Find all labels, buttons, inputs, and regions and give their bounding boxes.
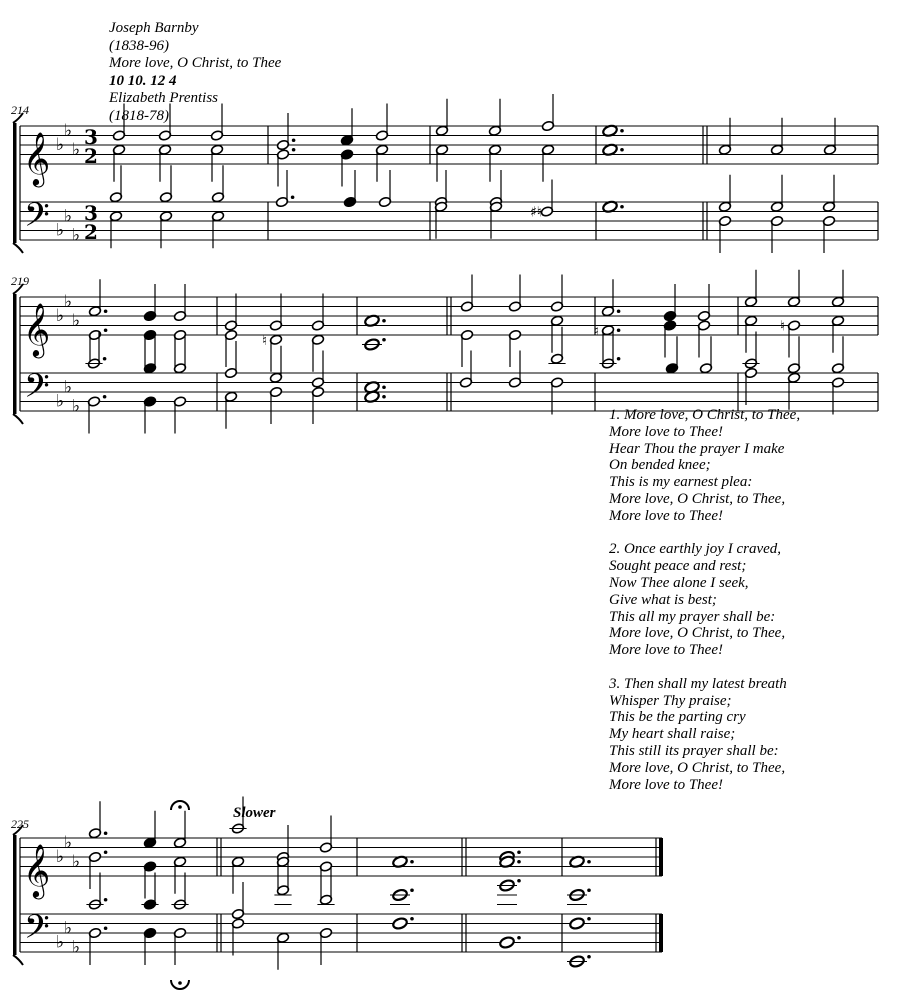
flat-icon: ♭ <box>64 832 73 853</box>
augmentation-dot <box>410 860 414 864</box>
verse-line: More love to Thee! <box>609 423 723 440</box>
verse-line: This all my prayer shall be: <box>609 608 776 625</box>
verse-line: This is my earnest plea: <box>609 474 753 491</box>
augmentation-dot <box>620 205 624 209</box>
composer-dates: (1838-96) <box>109 37 169 54</box>
author-dates: (1818-78) <box>109 107 169 124</box>
flat-icon: ♭ <box>56 391 65 412</box>
bracket-hook <box>13 284 23 294</box>
augmentation-dot <box>620 148 624 152</box>
bracket-hook <box>13 825 23 835</box>
measure-number: 225 <box>11 817 29 831</box>
author: Elizabeth Prentiss <box>109 90 219 106</box>
meter: 10 10. 12 4 <box>109 72 177 89</box>
treble-clef-icon: 𝄞 <box>23 843 51 897</box>
augmentation-dot <box>517 850 521 854</box>
augmentation-dot <box>517 879 521 883</box>
natural-icon: ♮ <box>780 318 786 335</box>
composer: Joseph Barnby <box>109 20 199 36</box>
measure-number: 219 <box>11 274 29 288</box>
augmentation-dot <box>104 831 108 835</box>
augmentation-dot <box>292 138 296 142</box>
augmentation-dot <box>410 888 414 892</box>
flat-icon: ♭ <box>56 847 65 867</box>
accidental-icon: ♯♮ <box>530 204 542 221</box>
augmentation-dot <box>587 888 591 892</box>
tune-title: More love, O Christ, to Thee <box>109 55 282 71</box>
verse-line: 2. Once earthly joy I craved, <box>609 541 782 558</box>
augmentation-dot <box>587 860 591 864</box>
verses <box>609 407 800 810</box>
verse-line: On bended knee; <box>609 457 711 474</box>
flat-icon: ♭ <box>72 139 81 160</box>
augmentation-dot <box>291 195 295 199</box>
verse-line: Give what is best; <box>609 591 717 608</box>
bass-clef-icon: 𝄢 <box>24 908 50 955</box>
system-bracket <box>13 294 17 414</box>
verse-line: Hear Thou the prayer I make <box>609 440 785 457</box>
augmentation-dot <box>410 917 414 921</box>
final-barline <box>659 914 663 952</box>
verse-line: 1. More love, O Christ, to Thee, <box>609 407 801 423</box>
flat-icon: ♭ <box>56 306 65 326</box>
time-signature: 2 <box>84 144 98 168</box>
augmentation-dot <box>103 395 107 399</box>
flat-icon: ♭ <box>64 206 73 227</box>
verse-line: More love to Thee! <box>609 642 723 659</box>
augmentation-dot <box>104 328 108 332</box>
verse-line: More love to Thee! <box>609 507 723 524</box>
verse-line: This still its prayer shall be: <box>609 742 779 759</box>
fermata-dot <box>178 981 182 985</box>
augmentation-dot <box>382 338 386 342</box>
augmentation-dot <box>617 309 621 313</box>
note-head <box>499 936 515 949</box>
augmentation-dot <box>517 860 521 864</box>
verse-line: Whisper Thy praise; <box>609 692 732 709</box>
augmentation-dot <box>382 395 386 399</box>
flat-icon: ♭ <box>72 937 81 958</box>
flat-icon: ♭ <box>72 396 81 417</box>
verse-3 <box>609 676 800 794</box>
verse-line: This be the parting cry <box>609 709 746 726</box>
time-signature: 3 <box>84 125 98 149</box>
flat-icon: ♭ <box>56 220 65 241</box>
time-signature: 3 <box>84 201 98 225</box>
system-bracket <box>13 123 17 243</box>
augmentation-dot <box>292 148 296 152</box>
note-head <box>392 917 408 930</box>
time-signature: 2 <box>84 220 98 244</box>
verse-line: More love, O Christ, to Thee, <box>609 625 786 642</box>
bass-clef-icon: 𝄢 <box>24 196 50 243</box>
system-bracket <box>13 835 17 955</box>
augmentation-dot <box>617 357 621 361</box>
flat-icon: ♭ <box>64 918 73 939</box>
measure-number: 214 <box>11 103 29 117</box>
verse-line: My heart shall raise; <box>609 726 736 743</box>
treble-clef-icon: 𝄞 <box>23 302 51 356</box>
bracket-hook <box>13 113 23 123</box>
bass-clef-icon: 𝄢 <box>24 367 50 414</box>
verse-line: 3. Then shall my latest breath <box>609 675 787 692</box>
bracket-hook <box>13 955 23 965</box>
flat-icon: ♭ <box>64 291 73 312</box>
fermata-dot <box>178 805 182 809</box>
augmentation-dot <box>587 917 591 921</box>
treble-clef-icon: 𝄞 <box>23 131 51 185</box>
augmentation-dot <box>617 328 621 332</box>
flat-icon: ♭ <box>72 310 81 331</box>
flat-icon: ♭ <box>56 932 65 953</box>
augmentation-dot <box>104 850 108 854</box>
flat-icon: ♭ <box>56 135 65 155</box>
augmentation-dot <box>104 309 108 313</box>
flat-icon: ♭ <box>72 225 81 246</box>
bracket-hook <box>13 414 23 424</box>
verse-line: More love, O Christ, to Thee, <box>609 490 786 507</box>
augmentation-dot <box>382 319 386 323</box>
bracket-hook <box>13 243 23 253</box>
augmentation-dot <box>103 357 107 361</box>
verse-line: Now Thee alone I seek, <box>609 574 749 591</box>
natural-icon: ♮ <box>594 323 600 340</box>
augmentation-dot <box>382 385 386 389</box>
augmentation-dot <box>104 898 108 902</box>
augmentation-dot <box>104 926 108 930</box>
augmentation-dot <box>587 955 591 959</box>
augmentation-dot <box>517 936 521 940</box>
verse-line: Sought peace and rest; <box>609 558 747 575</box>
verse-line: More love, O Christ, to Thee, <box>609 759 786 776</box>
verse-1 <box>609 407 800 525</box>
final-barline <box>659 838 663 876</box>
verse-2 <box>609 541 800 659</box>
note-head <box>569 917 585 930</box>
flat-icon: ♭ <box>64 377 73 398</box>
flat-icon: ♭ <box>72 851 81 872</box>
augmentation-dot <box>620 129 624 133</box>
flat-icon: ♭ <box>64 120 73 141</box>
natural-icon: ♮ <box>262 332 268 349</box>
tempo-marking: Slower <box>233 805 276 821</box>
verse-line: More love to Thee! <box>609 776 723 793</box>
